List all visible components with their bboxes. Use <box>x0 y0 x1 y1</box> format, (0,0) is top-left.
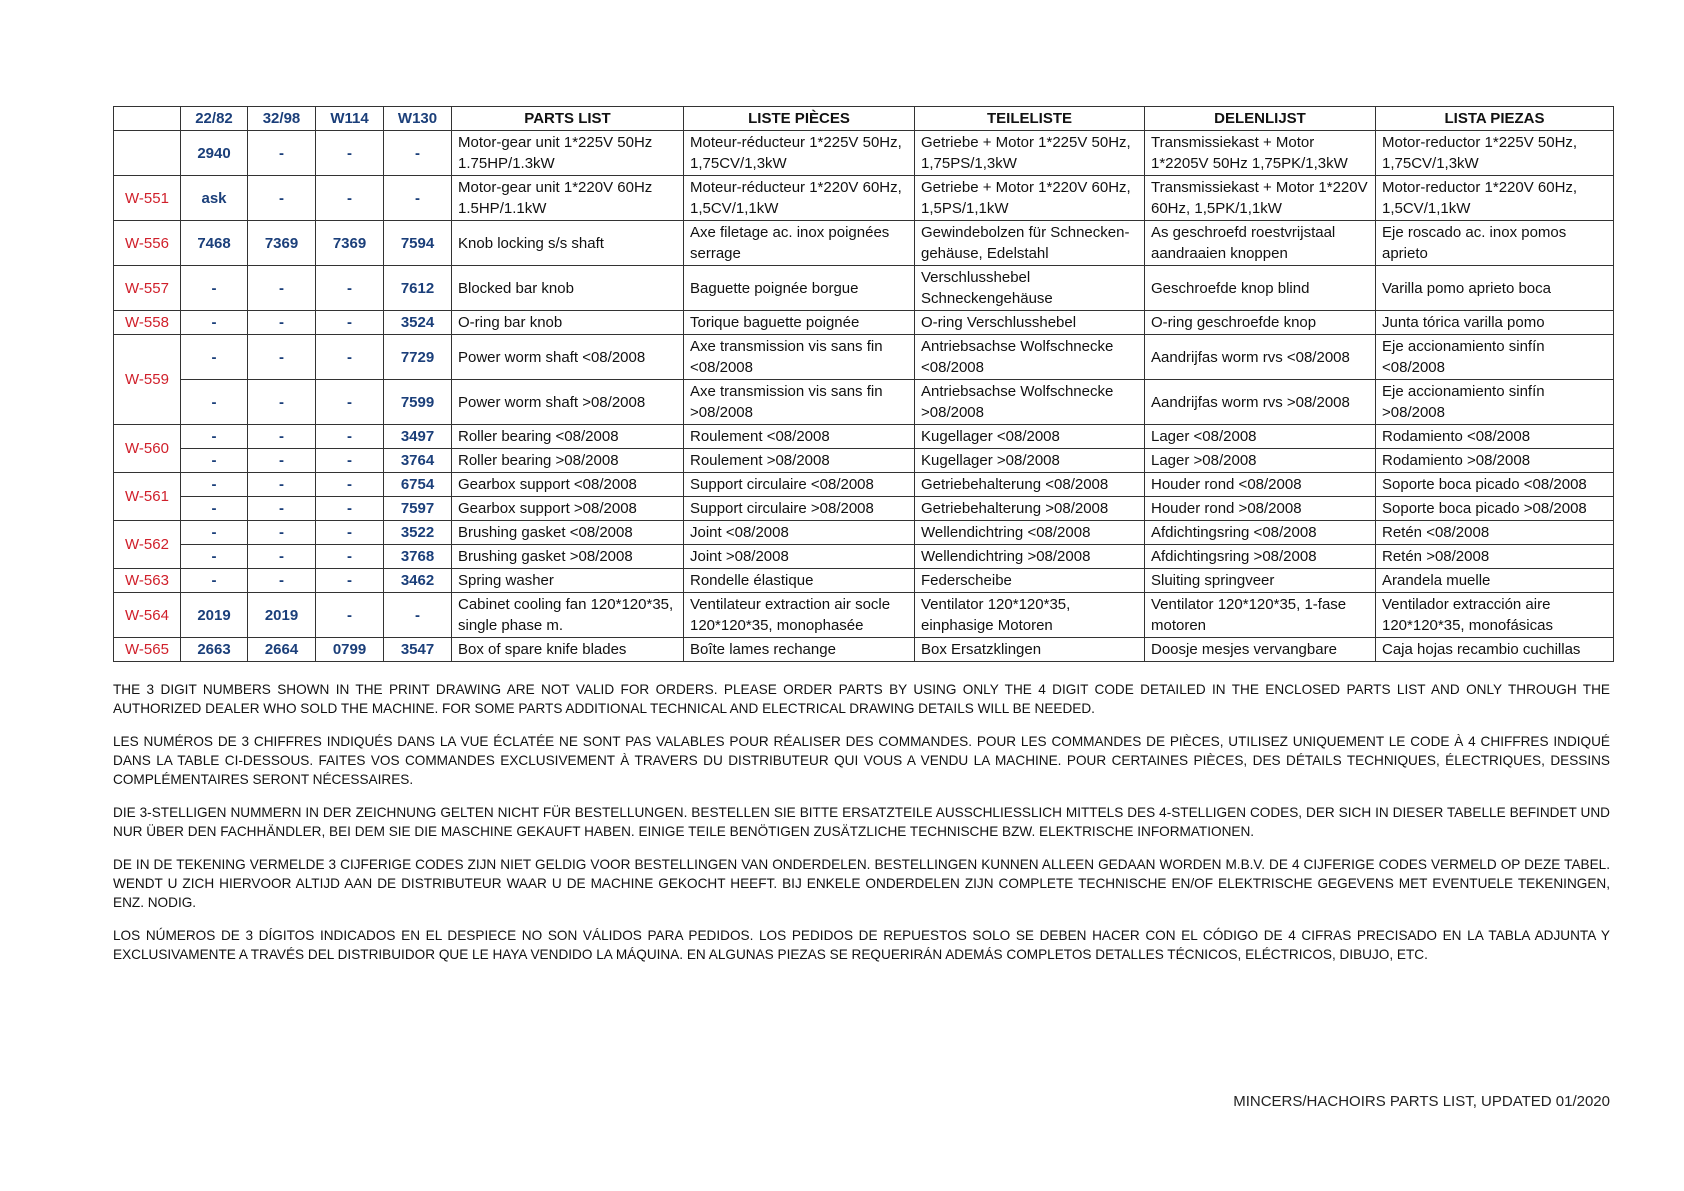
header-teileliste: TEILELISTE <box>915 107 1145 131</box>
desc-en: Motor-gear unit 1*220V 60Hz 1.5HP/1.1kW <box>452 176 684 221</box>
parts-table <box>113 106 1614 662</box>
header-delenlijst: DELENLIJST <box>1145 107 1376 131</box>
desc-en: Roller bearing <08/2008 <box>452 425 684 449</box>
code-22-82: 7468 <box>181 221 248 266</box>
desc-nl: Lager <08/2008 <box>1145 425 1376 449</box>
desc-de: Getriebe + Motor 1*220V 60Hz, 1,5PS/1,1kW <box>915 176 1145 221</box>
note-es: LOS NÚMEROS DE 3 DÍGITOS INDICADOS EN EL DESPIECE NO SON VÁLIDOS PARA PEDIDOS. LOS PEDIDOS DE REPUESTOS SOLO SE DEBEN HACER CON EL CÓDIGO DE 4 CIFRAS PRECISADO EN LA TABLA ADJUNTA Y EXCLUSIVAMENTE A TRAVÉS DEL DISTRIBUIDOR QUE LE HAYA VENDIDO LA MÁQUINA. EN ALGUNAS PIEZAS SE REQUERIRÁN ADEMÁS COMPLETOS DETALLES TÉCNICOS, ELÉCTRICOS, DIBUJO, ETC. <box>113 928 1610 962</box>
desc-nl: Transmissiekast + Motor 1*2205V 50Hz 1,75PK/1,3kW <box>1145 131 1376 176</box>
desc-en: Knob locking s/s shaft <box>452 221 684 266</box>
note-nl: DE IN DE TEKENING VERMELDE 3 CIJFERIGE CODES ZIJN NIET GELDIG VOOR BESTELLINGEN VAN ONDERDELEN. BESTELLINGEN KUNNEN ALLEEN GEDAAN WORDEN M.B.V. DE 4 CIJFERIGE CODES VERMELD OP DEZE TABEL. WENDT U ZICH HIERVOOR ALTIJD AAN DE DISTRIBUTEUR WAAR U DE MACHINE GEKOCHT HEEFT. BIJ ENKELE ONDERDELEN ZIJN COMPLETE TECHNISCHE EN/OF ELEKTRISCHE GEGEVENS MET EVENTUELE TEKENINGEN, ENZ. NODIG. <box>113 857 1610 910</box>
table-row <box>114 266 1614 311</box>
code-32-98: - <box>248 569 316 593</box>
desc-de: Kugellager <08/2008 <box>915 425 1145 449</box>
code-w114: - <box>316 593 384 638</box>
desc-en: Power worm shaft <08/2008 <box>452 335 684 380</box>
header-row <box>114 107 1614 131</box>
desc-fr: Axe transmission vis sans fin >08/2008 <box>684 380 915 425</box>
desc-nl: Aandrijfas worm rvs <08/2008 <box>1145 335 1376 380</box>
code-w114: - <box>316 335 384 380</box>
desc-es: Eje accionamiento sinfín <08/2008 <box>1376 335 1614 380</box>
desc-en: Spring washer <box>452 569 684 593</box>
desc-fr: Axe filetage ac. inox poignées serrage <box>684 221 915 266</box>
desc-fr: Joint <08/2008 <box>684 521 915 545</box>
desc-es: Eje roscado ac. inox pomos aprieto <box>1376 221 1614 266</box>
code-w130: 3462 <box>384 569 452 593</box>
desc-en: Blocked bar knob <box>452 266 684 311</box>
desc-nl: Houder rond >08/2008 <box>1145 497 1376 521</box>
desc-en: O-ring bar knob <box>452 311 684 335</box>
code-w130: 3764 <box>384 449 452 473</box>
header-ref <box>114 107 181 131</box>
code-w130: 6754 <box>384 473 452 497</box>
desc-nl: Lager >08/2008 <box>1145 449 1376 473</box>
ref-cell: W-560 <box>114 425 181 473</box>
desc-nl: Doosje mesjes vervangbare <box>1145 638 1376 662</box>
code-32-98: - <box>248 473 316 497</box>
desc-es: Ventilador extracción aire 120*120*35, monofásicas <box>1376 593 1614 638</box>
code-w114: - <box>316 473 384 497</box>
code-22-82: - <box>181 521 248 545</box>
code-32-98: 2664 <box>248 638 316 662</box>
ref-cell: W-551 <box>114 176 181 221</box>
code-w114: - <box>316 521 384 545</box>
code-22-82: ask <box>181 176 248 221</box>
code-w130: - <box>384 176 452 221</box>
ref-cell: W-562 <box>114 521 181 569</box>
code-32-98: - <box>248 176 316 221</box>
desc-fr: Roulement <08/2008 <box>684 425 915 449</box>
code-w130: 7594 <box>384 221 452 266</box>
desc-fr: Support circulaire <08/2008 <box>684 473 915 497</box>
code-32-98: - <box>248 545 316 569</box>
desc-en: Gearbox support <08/2008 <box>452 473 684 497</box>
code-w130: 3497 <box>384 425 452 449</box>
desc-fr: Moteur-réducteur 1*225V 50Hz, 1,75CV/1,3kW <box>684 131 915 176</box>
ref-cell: W-563 <box>114 569 181 593</box>
ref-cell: W-564 <box>114 593 181 638</box>
ref-cell: W-558 <box>114 311 181 335</box>
code-22-82: - <box>181 380 248 425</box>
table-row <box>114 545 1614 569</box>
code-32-98: - <box>248 449 316 473</box>
desc-en: Box of spare knife blades <box>452 638 684 662</box>
desc-de: Antriebsachse Wolfschnecke <08/2008 <box>915 335 1145 380</box>
code-w130: - <box>384 593 452 638</box>
code-32-98: - <box>248 131 316 176</box>
parts-table-container <box>113 106 1613 662</box>
code-32-98: - <box>248 266 316 311</box>
header-32-98: 32/98 <box>248 107 316 131</box>
desc-de: Getriebehalterung <08/2008 <box>915 473 1145 497</box>
desc-nl: Houder rond <08/2008 <box>1145 473 1376 497</box>
code-22-82: - <box>181 335 248 380</box>
desc-es: Eje accionamiento sinfín >08/2008 <box>1376 380 1614 425</box>
code-w114: - <box>316 311 384 335</box>
desc-es: Rodamiento >08/2008 <box>1376 449 1614 473</box>
code-22-82: - <box>181 545 248 569</box>
desc-de: Antriebsachse Wolfschnecke >08/2008 <box>915 380 1145 425</box>
code-32-98: - <box>248 425 316 449</box>
code-w114: - <box>316 497 384 521</box>
note-de: DIE 3-STELLIGEN NUMMERN IN DER ZEICHNUNG GELTEN NICHT FÜR BESTELLUNGEN. BESTELLEN SIE BITTE ERSATZTEILE AUSSCHLIESSLICH MITTELS DES 4-STELLIGEN CODES, DER SICH IN DIESER TABELLE BEFINDET UND NUR ÜBER DEN FACHHÄNDLER, BEI DEM SIE DIE MASCHINE GEKAUFT HABEN. EINIGE TEILE BENÖTIGEN ZUSÄTZLICHE TECHNISCHE BZW. ELEKTRISCHE INFORMATIONEN. <box>113 805 1610 839</box>
ref-cell: W-556 <box>114 221 181 266</box>
desc-es: Varilla pomo aprieto boca <box>1376 266 1614 311</box>
desc-nl: Transmissiekast + Motor 1*220V 60Hz, 1,5PK/1,1kW <box>1145 176 1376 221</box>
header-parts-list: PARTS LIST <box>452 107 684 131</box>
desc-en: Cabinet cooling fan 120*120*35, single phase m. <box>452 593 684 638</box>
table-row <box>114 473 1614 497</box>
desc-fr: Joint >08/2008 <box>684 545 915 569</box>
desc-en: Motor-gear unit 1*225V 50Hz 1.75HP/1.3kW <box>452 131 684 176</box>
desc-de: Wellendichtring <08/2008 <box>915 521 1145 545</box>
desc-es: Caja hojas recambio cuchillas <box>1376 638 1614 662</box>
desc-es: Junta tórica varilla pomo <box>1376 311 1614 335</box>
desc-de: O-ring Verschlusshebel <box>915 311 1145 335</box>
desc-en: Brushing gasket >08/2008 <box>452 545 684 569</box>
desc-de: Getriebe + Motor 1*225V 50Hz, 1,75PS/1,3kW <box>915 131 1145 176</box>
table-row <box>114 449 1614 473</box>
header-lista-piezas: LISTA PIEZAS <box>1376 107 1614 131</box>
desc-nl: Geschroefde knop blind <box>1145 266 1376 311</box>
table-row <box>114 176 1614 221</box>
code-32-98: - <box>248 521 316 545</box>
table-row <box>114 425 1614 449</box>
desc-fr: Torique baguette poignée <box>684 311 915 335</box>
desc-en: Roller bearing >08/2008 <box>452 449 684 473</box>
code-w114: - <box>316 425 384 449</box>
desc-fr: Boîte lames rechange <box>684 638 915 662</box>
desc-de: Ventilator 120*120*35, einphasige Motoren <box>915 593 1145 638</box>
note-fr: LES NUMÉROS DE 3 CHIFFRES INDIQUÉS DANS LA VUE ÉCLATÉE NE SONT PAS VALABLES POUR RÉALISER DES COMMANDES. POUR LES COMMANDES DE PIÈCES, UTILISEZ UNIQUEMENT LE CODE À 4 CHIFFRES INDIQUÉ DANS LA TABLE CI-DESSOUS. FAITES VOS COMMANDES EXCLUSIVEMENT À TRAVERS DU DISTRIBUTEUR QUI VOUS A VENDU LA MACHINE. POUR CERTAINES PIÈCES, DES DÉTAILS TECHNIQUES, ÉLECTRIQUES, DESSINS COMPLÉMENTAIRES SERONT NÉCESSAIRES. <box>113 734 1610 787</box>
desc-nl: Sluiting springveer <box>1145 569 1376 593</box>
table-row <box>114 521 1614 545</box>
desc-fr: Moteur-réducteur 1*220V 60Hz, 1,5CV/1,1kW <box>684 176 915 221</box>
code-22-82: - <box>181 449 248 473</box>
code-32-98: - <box>248 380 316 425</box>
code-22-82: - <box>181 425 248 449</box>
desc-fr: Roulement >08/2008 <box>684 449 915 473</box>
ref-cell <box>114 131 181 176</box>
code-w114: - <box>316 569 384 593</box>
table-row <box>114 311 1614 335</box>
code-w130: 7729 <box>384 335 452 380</box>
code-22-82: 2940 <box>181 131 248 176</box>
table-row <box>114 335 1614 380</box>
desc-de: Verschlusshebel Schneckengehäuse <box>915 266 1145 311</box>
desc-de: Gewindebolzen für Schnecken-gehäuse, Edelstahl <box>915 221 1145 266</box>
ref-cell: W-561 <box>114 473 181 521</box>
desc-en: Gearbox support >08/2008 <box>452 497 684 521</box>
code-32-98: - <box>248 335 316 380</box>
code-w130: 3547 <box>384 638 452 662</box>
code-22-82: - <box>181 266 248 311</box>
code-22-82: 2019 <box>181 593 248 638</box>
code-22-82: - <box>181 473 248 497</box>
code-w114: - <box>316 266 384 311</box>
table-row <box>114 593 1614 638</box>
code-22-82: - <box>181 311 248 335</box>
header-w130: W130 <box>384 107 452 131</box>
code-22-82: - <box>181 569 248 593</box>
code-w130: - <box>384 131 452 176</box>
code-w114: - <box>316 449 384 473</box>
desc-es: Soporte boca picado >08/2008 <box>1376 497 1614 521</box>
code-w130: 7597 <box>384 497 452 521</box>
desc-es: Rodamiento <08/2008 <box>1376 425 1614 449</box>
desc-nl: Aandrijfas worm rvs >08/2008 <box>1145 380 1376 425</box>
table-row <box>114 638 1614 662</box>
desc-de: Federscheibe <box>915 569 1145 593</box>
desc-nl: Ventilator 120*120*35, 1-fase motoren <box>1145 593 1376 638</box>
header-liste-pieces: LISTE PIÈCES <box>684 107 915 131</box>
code-32-98: 2019 <box>248 593 316 638</box>
code-w114: 7369 <box>316 221 384 266</box>
header-22-82: 22/82 <box>181 107 248 131</box>
code-w130: 7599 <box>384 380 452 425</box>
code-22-82: - <box>181 497 248 521</box>
table-row <box>114 497 1614 521</box>
table-row <box>114 131 1614 176</box>
table-row <box>114 569 1614 593</box>
desc-de: Kugellager >08/2008 <box>915 449 1145 473</box>
code-w114: - <box>316 545 384 569</box>
desc-nl: Afdichtingsring >08/2008 <box>1145 545 1376 569</box>
desc-fr: Axe transmission vis sans fin <08/2008 <box>684 335 915 380</box>
desc-es: Soporte boca picado <08/2008 <box>1376 473 1614 497</box>
ordering-notes <box>113 680 1610 978</box>
desc-es: Retén <08/2008 <box>1376 521 1614 545</box>
code-w114: - <box>316 380 384 425</box>
desc-es: Motor-reductor 1*220V 60Hz, 1,5CV/1,1kW <box>1376 176 1614 221</box>
desc-es: Motor-reductor 1*225V 50Hz, 1,75CV/1,3kW <box>1376 131 1614 176</box>
desc-en: Power worm shaft >08/2008 <box>452 380 684 425</box>
desc-nl: As geschroefd roestvrijstaal aandraaien knoppen <box>1145 221 1376 266</box>
code-w114: - <box>316 131 384 176</box>
table-row <box>114 221 1614 266</box>
desc-fr: Baguette poignée borgue <box>684 266 915 311</box>
desc-de: Wellendichtring >08/2008 <box>915 545 1145 569</box>
desc-fr: Support circulaire >08/2008 <box>684 497 915 521</box>
ref-cell: W-559 <box>114 335 181 425</box>
code-w130: 3522 <box>384 521 452 545</box>
desc-es: Retén >08/2008 <box>1376 545 1614 569</box>
desc-es: Arandela muelle <box>1376 569 1614 593</box>
desc-de: Getriebehalterung >08/2008 <box>915 497 1145 521</box>
code-32-98: - <box>248 311 316 335</box>
desc-en: Brushing gasket <08/2008 <box>452 521 684 545</box>
desc-de: Box Ersatzklingen <box>915 638 1145 662</box>
code-32-98: 7369 <box>248 221 316 266</box>
table-row <box>114 380 1614 425</box>
code-32-98: - <box>248 497 316 521</box>
code-w130: 3524 <box>384 311 452 335</box>
code-22-82: 2663 <box>181 638 248 662</box>
code-w130: 7612 <box>384 266 452 311</box>
note-en: THE 3 DIGIT NUMBERS SHOWN IN THE PRINT DRAWING ARE NOT VALID FOR ORDERS. PLEASE ORDER PARTS BY USING ONLY THE 4 DIGIT CODE DETAILED IN THE ENCLOSED PARTS LIST AND ONLY THROUGH THE AUTHORIZED DEALER WHO SOLD THE MACHINE. FOR SOME PARTS ADDITIONAL TECHNICAL AND ELECTRICAL DRAWING DETAILS WILL BE NEEDED. <box>113 682 1610 716</box>
desc-fr: Rondelle élastique <box>684 569 915 593</box>
header-w114: W114 <box>316 107 384 131</box>
desc-fr: Ventilateur extraction air socle 120*120*35, monophasée <box>684 593 915 638</box>
code-w114: 0799 <box>316 638 384 662</box>
desc-nl: Afdichtingsring <08/2008 <box>1145 521 1376 545</box>
code-w114: - <box>316 176 384 221</box>
page-footer: MINCERS/HACHOIRS PARTS LIST, UPDATED 01/2020 <box>1233 1093 1610 1110</box>
desc-nl: O-ring geschroefde knop <box>1145 311 1376 335</box>
ref-cell: W-557 <box>114 266 181 311</box>
code-w130: 3768 <box>384 545 452 569</box>
ref-cell: W-565 <box>114 638 181 662</box>
